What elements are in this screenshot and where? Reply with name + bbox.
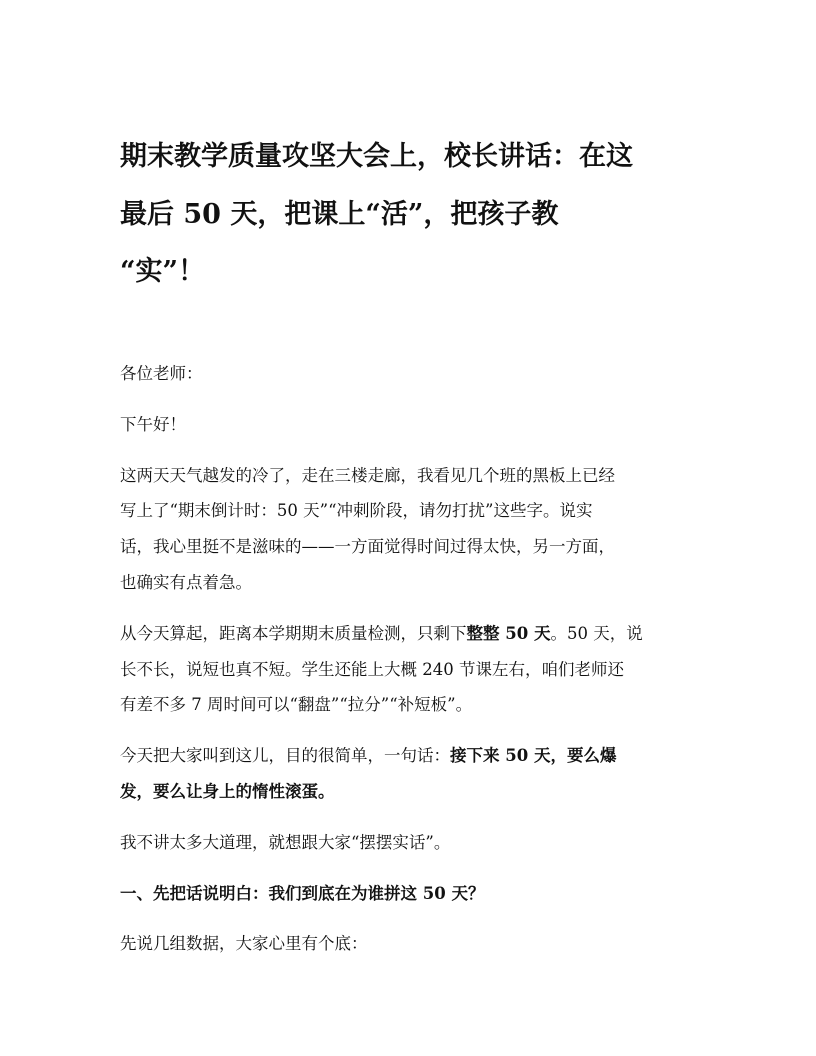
text-line [120,616,720,652]
paragraph [120,738,720,810]
paragraph [120,825,720,861]
text-segment: 话，我心里挺不是滋味的——一方面觉得时间过得太快，另一方面， [120,537,615,557]
greeting-paragraph [120,356,720,392]
bold-text: 接下来 50 天，要么爆 [450,746,617,766]
title-line: 期末教学质量攻坚大会上，校长讲话：在这 [120,141,633,172]
document-body [120,356,720,977]
text-line [120,926,720,962]
paragraph [120,458,720,601]
text-line [120,774,720,810]
text-line [120,652,720,688]
text-segment: 各位老师： [120,364,203,383]
bold-text: 发，要么让身上的惰性滚蛋。 [120,781,335,801]
text-segment: 先说几组数据，大家心里有个底： [120,934,368,954]
text-line [120,529,720,565]
text-segment: 长不长，说短也真不短。学生还能上大概 240 节课左右，咱们老师还 [120,659,624,679]
paragraph [120,926,720,962]
section-heading [120,876,720,912]
bold-text: 一、先把话说明白：我们到底在为谁拼这 50 天？ [120,883,485,903]
paragraph [120,616,720,723]
text-line [120,407,720,443]
text-segment: 写上了“期末倒计时：50 天”“冲刺阶段，请勿打扰”这些字。说实 [120,501,593,521]
bold-text: 整整 50 天 [466,623,551,643]
text-segment: 今天把大家叫到这儿，目的很简单，一句话： [120,746,450,766]
greeting-paragraph [120,407,720,443]
text-segment: 下午好！ [120,414,186,434]
text-segment: 从今天算起，距离本学期期末质量检测，只剩下 [120,623,467,643]
text-segment: 有差不多 7 周时间可以“翻盘”“拉分”“补短板”。 [120,695,473,715]
text-line [120,458,720,494]
text-line [120,565,720,601]
document-title [120,128,720,301]
text-line [120,876,720,912]
text-segment: 我不讲太多大道理，就想跟大家“摆摆实话”。 [120,832,451,852]
title-line: 最后 50 天，把课上“活”，把孩子教 [120,198,559,230]
text-line [120,687,720,723]
text-segment: 也确实有点着急。 [120,572,252,592]
text-segment: 这两天天气越发的冷了，走在三楼走廊，我看见几个班的黑板上已经 [120,465,615,485]
text-line [120,493,720,529]
text-segment: 。50 天，说 [550,623,643,643]
text-line [120,738,720,774]
text-line [120,356,720,392]
title-line: “实”！ [120,256,206,287]
text-line [120,825,720,861]
